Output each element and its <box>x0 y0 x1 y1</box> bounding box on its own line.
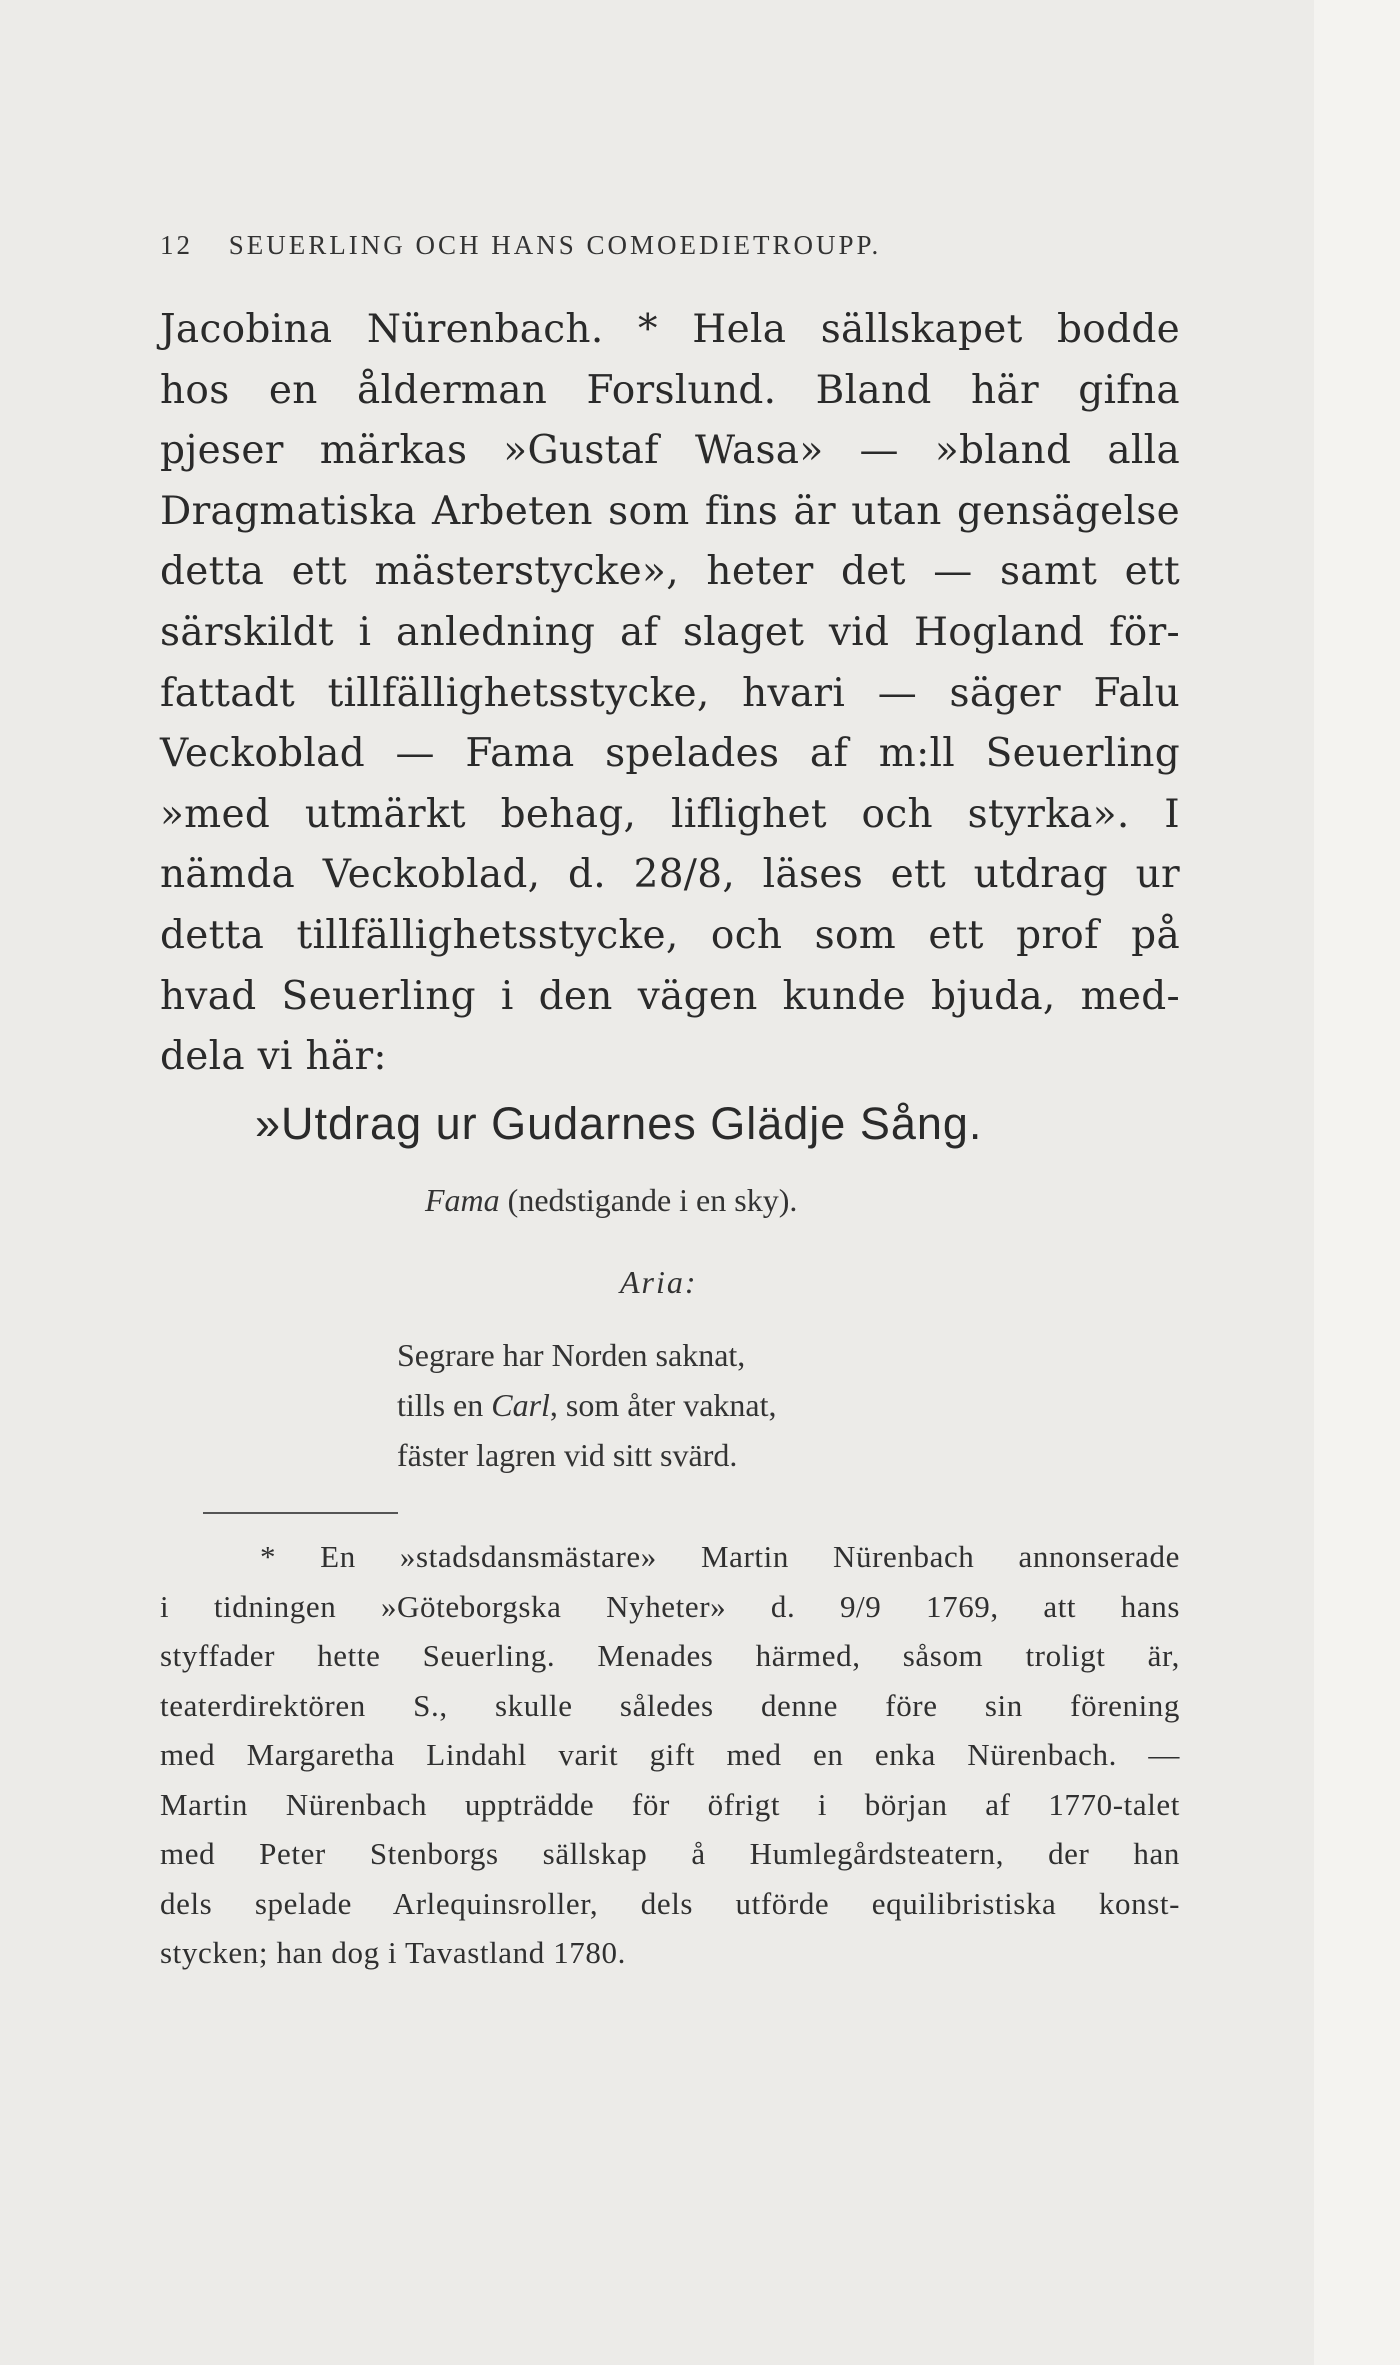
body-line: fattadt tillfällighetsstycke, hvari — säger Falu <box>160 670 1180 716</box>
running-title: SEUERLING OCH HANS COMOEDIETROUPP. <box>228 230 882 260</box>
footnote-line: med Margaretha Lindahl varit gift med en enka Nürenbach. — <box>160 1737 1180 1772</box>
body-line: »med utmärkt behag, liflighet och styrka». I <box>160 791 1180 837</box>
footnote-line: med Peter Stenborgs sällskap å Humlegårdsteatern, der han <box>160 1836 1180 1871</box>
body-line: pjeser märkas »Gustaf Wasa» — »bland alla <box>160 428 1180 474</box>
speaker-note: (nedstigande i en sky). <box>507 1182 798 1218</box>
body-text <box>160 300 1180 1088</box>
footnote-line: i tidningen »Göteborgska Nyheter» d. 9/9 1769, att hans <box>160 1588 1180 1624</box>
body-line: Jacobina Nürenbach. * Hela sällskapet bodde <box>160 307 1180 352</box>
footnote-rule <box>203 1512 398 1514</box>
footnote <box>160 1532 1180 1978</box>
body-line: särskildt i anledning af slaget vid Hogland för- <box>160 609 1180 655</box>
speaker-name: Fama <box>425 1182 500 1218</box>
verse-text: tills en <box>397 1387 492 1423</box>
body-line: Dragmatiska Arbeten som fins är utan gensägelse <box>160 488 1180 534</box>
speaker-line <box>425 1182 797 1219</box>
footnote-line: * En »stadsdansmästare» Martin Nürenbach annonserade <box>260 1539 1180 1574</box>
verse-line: Segrare har Norden saknat, <box>397 1337 746 1373</box>
footnote-line: stycken; han dog i Tavastland 1780. <box>160 1935 626 1970</box>
body-line: nämda Veckoblad, d. 28/8, läses ett utdrag ur <box>160 852 1180 898</box>
verse-line <box>397 1380 777 1430</box>
page-edge <box>1314 0 1400 2365</box>
aria-label: Aria: <box>620 1264 698 1300</box>
footnote-line: dels spelade Arlequinsroller, dels utförde equilibristiska konst- <box>160 1885 1180 1921</box>
verse <box>397 1330 777 1480</box>
footnote-line: teaterdirektören S., skulle således denne före sin förening <box>160 1687 1180 1723</box>
body-line: detta ett mästerstycke», heter det — samt ett <box>160 549 1180 595</box>
body-line: Veckoblad — Fama spelades af m:ll Seuerling <box>160 731 1180 777</box>
running-header <box>160 230 1180 261</box>
footnote-line: Martin Nürenbach uppträdde för öfrigt i början af 1770-talet <box>160 1786 1180 1822</box>
verse-text: , som åter vaknat, <box>549 1387 777 1423</box>
page-number: 12 <box>160 230 193 260</box>
footnote-line: styffader hette Seuerling. Menades härmed, såsom troligt är, <box>160 1638 1180 1673</box>
verse-name: Carl <box>491 1387 550 1423</box>
verse-line: fäster lagren vid sitt svärd. <box>397 1437 738 1473</box>
body-line: detta tillfällighetsstycke, och som ett prof på <box>160 912 1180 958</box>
body-line: dela vi här: <box>160 1034 387 1080</box>
body-line: hvad Seuerling i den vägen kunde bjuda, med- <box>160 973 1180 1019</box>
body-line: hos en ålderman Forslund. Bland här gifna <box>160 367 1180 413</box>
song-title: »Utdrag ur Gudarnes Glädje Sång. <box>255 1098 983 1149</box>
